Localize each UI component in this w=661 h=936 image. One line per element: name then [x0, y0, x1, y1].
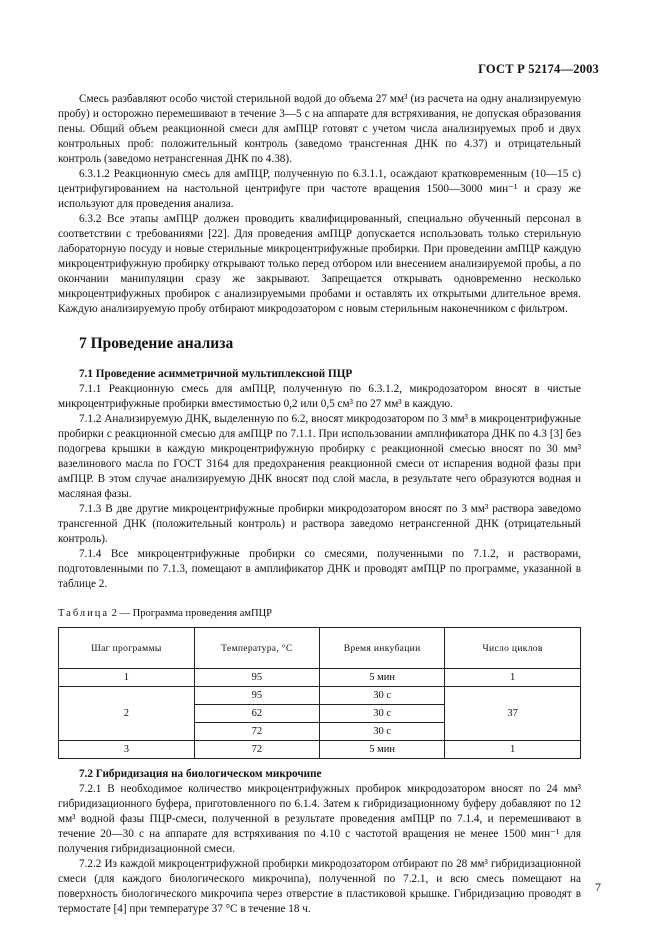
- table-cell: 3: [59, 741, 195, 759]
- table-cell: 95: [194, 687, 319, 705]
- table-row: [59, 741, 581, 759]
- table-cell: 30 с: [319, 705, 444, 723]
- table-cell: 37: [445, 687, 581, 741]
- page-number: 7: [595, 880, 601, 894]
- column-header: Время инкубации: [319, 628, 444, 669]
- page-content: [58, 92, 581, 917]
- paragraph: 7.2.1 В необходимое количество микроцентрифужных пробирок микродозатором вносят по 24 мм³ гибридизационного буфера, приготовленного по 6.1.4. Затем к гибридизационному буферу добавляют по 12 мм³ водной фазы ПЦР-смеси, полученной в результате проведения амПЦР по 7.1.4, и перемешивают в течение 20—30 с на аппарате для встряхивания по 4.10 с частотой вращения не менее 1500 мин⁻¹ для получения гибридизационной смеси.: [58, 783, 581, 855]
- paragraph: Смесь разбавляют особо чистой стерильной водой до объема 27 мм³ (из расчета на одну анализируемую пробу) и осторожно перемешивают в течение 3—5 с на аппарате для встряхивания, не допуская образования пены. Общий объем реакционной смеси для амПЦР готовят с учетом числа анализируемых проб и двух контрольных проб: положительный контроль (заведомо трансгенная ДНК по 4.37) и отрицательный контроль (заведомо нетрансгенная ДНК по 4.38).: [58, 93, 581, 165]
- paragraph: 6.3.2 Все этапы амПЦР должен проводить квалифицированный, специально обученный персонал в соответствии с требованиями [22]. Для проведения амПЦР допускается использовать только стерильную лабораторную посуду и новые стерильные микроцентрифужные пробирки. При проведении амПЦР каждую микроцентрифужную пробирку открывают только перед отбором или внесением анализируемой пробы, а по окончании манипуляции сразу же закрывают. Запрещается открывать одновременно несколько микроцентрифужных пробирок с анализируемыми пробами и оставлять их открытыми длительное время. Каждую анализируемую пробу отбирают микродозатором с новым стерильным наконечником с фильтром.: [58, 213, 581, 315]
- table-cell: 95: [194, 669, 319, 687]
- paragraph: 7.2.2 Из каждой микроцентрифужной пробирки микродозатором отбирают по 28 мм³ гибридизационной смеси (для каждого биологического микрочипа), полученной по 7.2.1, и всю смесь помещают на поверхность биологического микрочипа через отверстие в пластиковой крышке. Гибридизацию проводят в термостате [4] при температуре 37 °С в течение 18 ч.: [58, 858, 581, 915]
- table-caption: [58, 606, 581, 621]
- table-cell: 72: [194, 741, 319, 759]
- document-header-code: ГОСТ Р 52174—2003: [478, 62, 599, 76]
- paragraph: 6.3.1.2 Реакционную смесь для амПЦР, полученную по 6.3.1.1, осаждают кратковременным (10—15 с) центрифугированием на настольной центрифуге при частоте вращения 1500—3000 мин⁻¹ и сразу же используют для проведения анализа.: [58, 168, 581, 210]
- paragraph: 7.1.2 Анализируемую ДНК, выделенную по 6.2, вносят микродозатором по 3 мм³ в микроцентрифужные пробирки с реакционной смесью для амПЦР по 7.1.1. При использовании амплификатора ДНК по 4.3 [3] без подогрева крышки в каждую микроцентрифужную пробирку с реакционной смесью вносят по 30 мм³ вазелинового масла по ГОСТ 3164 для предохранения реакционной смеси от испарения водной фазы при амПЦР. В этом случае анализируемую ДНК вносят под слой масла, в результате чего образуются водная и масляная фазы.: [58, 413, 581, 500]
- program-table: [58, 627, 581, 759]
- table-row: [59, 687, 581, 705]
- table-cell: 1: [59, 669, 195, 687]
- paragraph: 7.1.1 Реакционную смесь для амПЦР, полученную по 6.3.1.2, микродозатором вносят в чистые микроцентрифужные пробирки вместимостью 0,2 или 0,5 см³ по 27 мм³ в каждую.: [58, 383, 581, 410]
- table-cell: 30 с: [319, 723, 444, 741]
- subsection-title: 7.1 Проведение асимметричной мультиплексной ПЦР: [79, 368, 353, 380]
- table-header-row: [59, 628, 581, 669]
- table-cell: 72: [194, 723, 319, 741]
- table-cell: 2: [59, 687, 195, 741]
- table-caption-label: Таблица: [58, 608, 110, 619]
- column-header: Температура, °С: [194, 628, 319, 669]
- table-cell: 62: [194, 705, 319, 723]
- section-title: 7 Проведение анализа: [79, 335, 234, 352]
- paragraph: 7.1.3 В две другие микроцентрифужные пробирки микродозатором вносят по 3 мм³ раствора заведомо трансгенной ДНК (положительный контроль) и раствора заведомо нетрансгенной ДНК (отрицательный контроль).: [58, 503, 581, 545]
- table-cell: 30 с: [319, 687, 444, 705]
- table-cell: 1: [445, 741, 581, 759]
- table-caption-text: 2 — Программа проведения амПЦР: [109, 608, 273, 619]
- table-row: [59, 669, 581, 687]
- table-cell: 5 мин: [319, 741, 444, 759]
- paragraph: 7.1.4 Все микроцентрифужные пробирки со смесями, полученными по 7.1.2, и растворами, подготовленными по 7.1.3, помещают в амплификатор ДНК и проводят амПЦР по программе, указанной в таблице 2.: [58, 548, 581, 590]
- column-header: Число циклов: [445, 628, 581, 669]
- table-cell: 1: [445, 669, 581, 687]
- table-cell: 5 мин: [319, 669, 444, 687]
- subsection-title: 7.2 Гибридизация на биологическом микрочипе: [79, 768, 322, 780]
- column-header: Шаг программы: [59, 628, 195, 669]
